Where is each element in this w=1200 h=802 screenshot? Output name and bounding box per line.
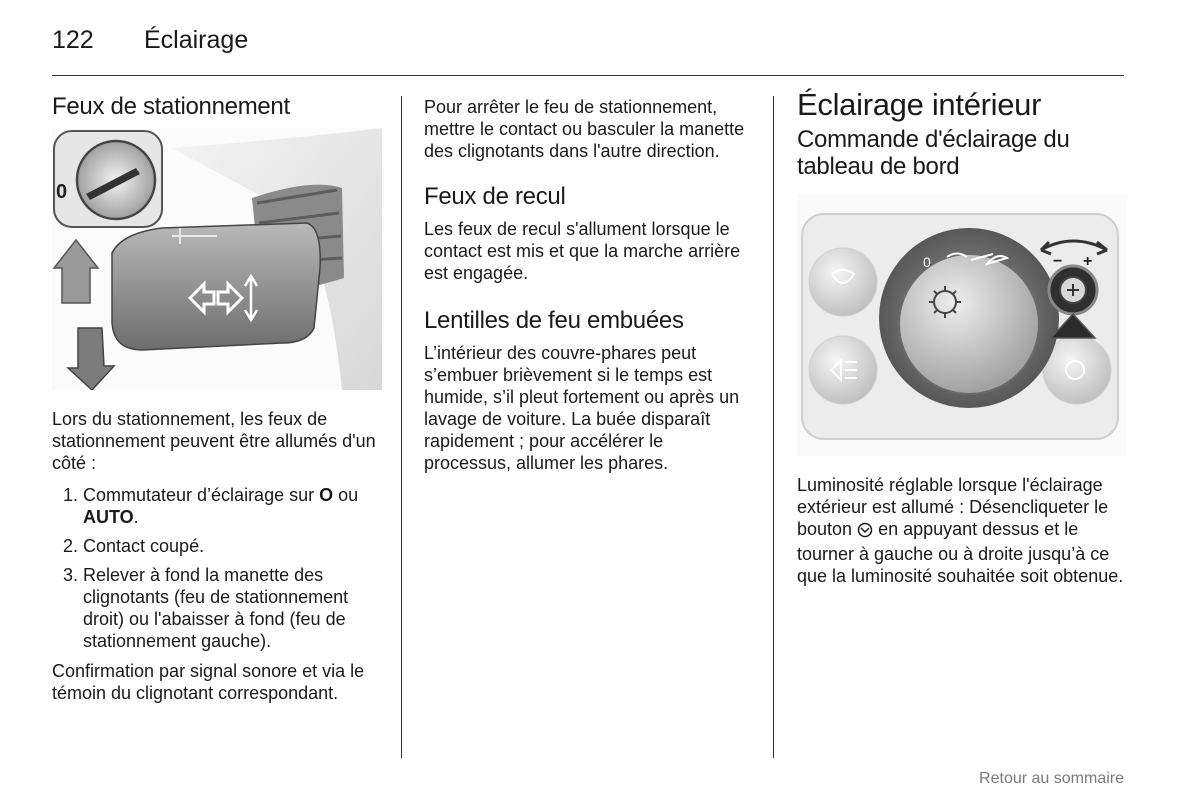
dimmer-knob-icon [857, 521, 873, 543]
dial-off-label: 0 [923, 254, 931, 270]
section-title: Éclairage [144, 26, 249, 54]
stop-parking-text: Pour arrêter le feu de stationnement, mettre le contact ou basculer la manette des clignotants dans l'autre direction. [424, 97, 745, 161]
subheading-dashboard-control: Commande d'éclairage du tableau de bord [797, 126, 1070, 180]
list-item: 3. Relever à fond la manette des clignotants (feu de stationnement droit) ou l'abaisser à fond (feu de stationnement gauche). [83, 564, 382, 652]
column-divider-1 [401, 96, 402, 758]
dimmer-plus-label: + [1083, 253, 1093, 270]
column-interior-lighting [797, 87, 1127, 597]
position-auto: AUTO [83, 507, 134, 527]
fogged-lenses-text: L’intérieur des couvre-phares peut s’embuer brièvement si le temps est humide, s’il pleut fortement ou après un lavage de voiture. La buée disparaît rapidement ; pour accélérer le processus, allumer les phares. [424, 343, 740, 473]
column-reverse-and-fog [424, 96, 754, 484]
confirmation-text: Confirmation par signal sonore et via le témoin du clignotant correspondant. [52, 661, 365, 703]
heading-reverse-lights: Feux de recul [424, 183, 566, 210]
header-divider [52, 75, 1124, 76]
reverse-lights-text: Les feux de recul s'allument lorsque le contact est mis et que la marche arrière est engagée. [424, 219, 741, 283]
back-to-contents-link[interactable]: Retour au sommaire [979, 770, 1124, 787]
list-item: 1. Commutateur d’éclairage sur O ou AUTO. [83, 484, 382, 528]
column-divider-2 [773, 96, 774, 758]
turn-signal-stalk-illustration [52, 128, 382, 390]
light-switch-panel-illustration [797, 194, 1127, 456]
list-item: 2. Contact coupé. [83, 535, 382, 557]
heading-parking-lights: Feux de stationnement [52, 93, 290, 120]
parking-steps-list [52, 484, 382, 652]
position-o: O [319, 485, 334, 505]
dimmer-instructions-text: Luminosité réglable lorsque l'éclairage extérieur est allumé : Désencliqueter le bouton en appuyant dessus et le tourner à gauche ou à droite jusqu’à ce que la luminosité souhaitée soit obtenue. [797, 475, 1124, 586]
heading-fogged-lenses: Lentilles de feu embuées [424, 307, 684, 334]
parking-intro-text: Lors du stationnement, les feux de stationnement peuvent être allumés d'un côté : [52, 409, 376, 473]
page-number: 122 [52, 26, 94, 54]
dimmer-minus-label: − [1053, 253, 1063, 270]
heading-interior-lighting: Éclairage intérieur [797, 87, 1042, 122]
page-header [52, 26, 248, 55]
switch-position-label: 0 [56, 181, 68, 203]
column-parking-lights [52, 93, 382, 714]
